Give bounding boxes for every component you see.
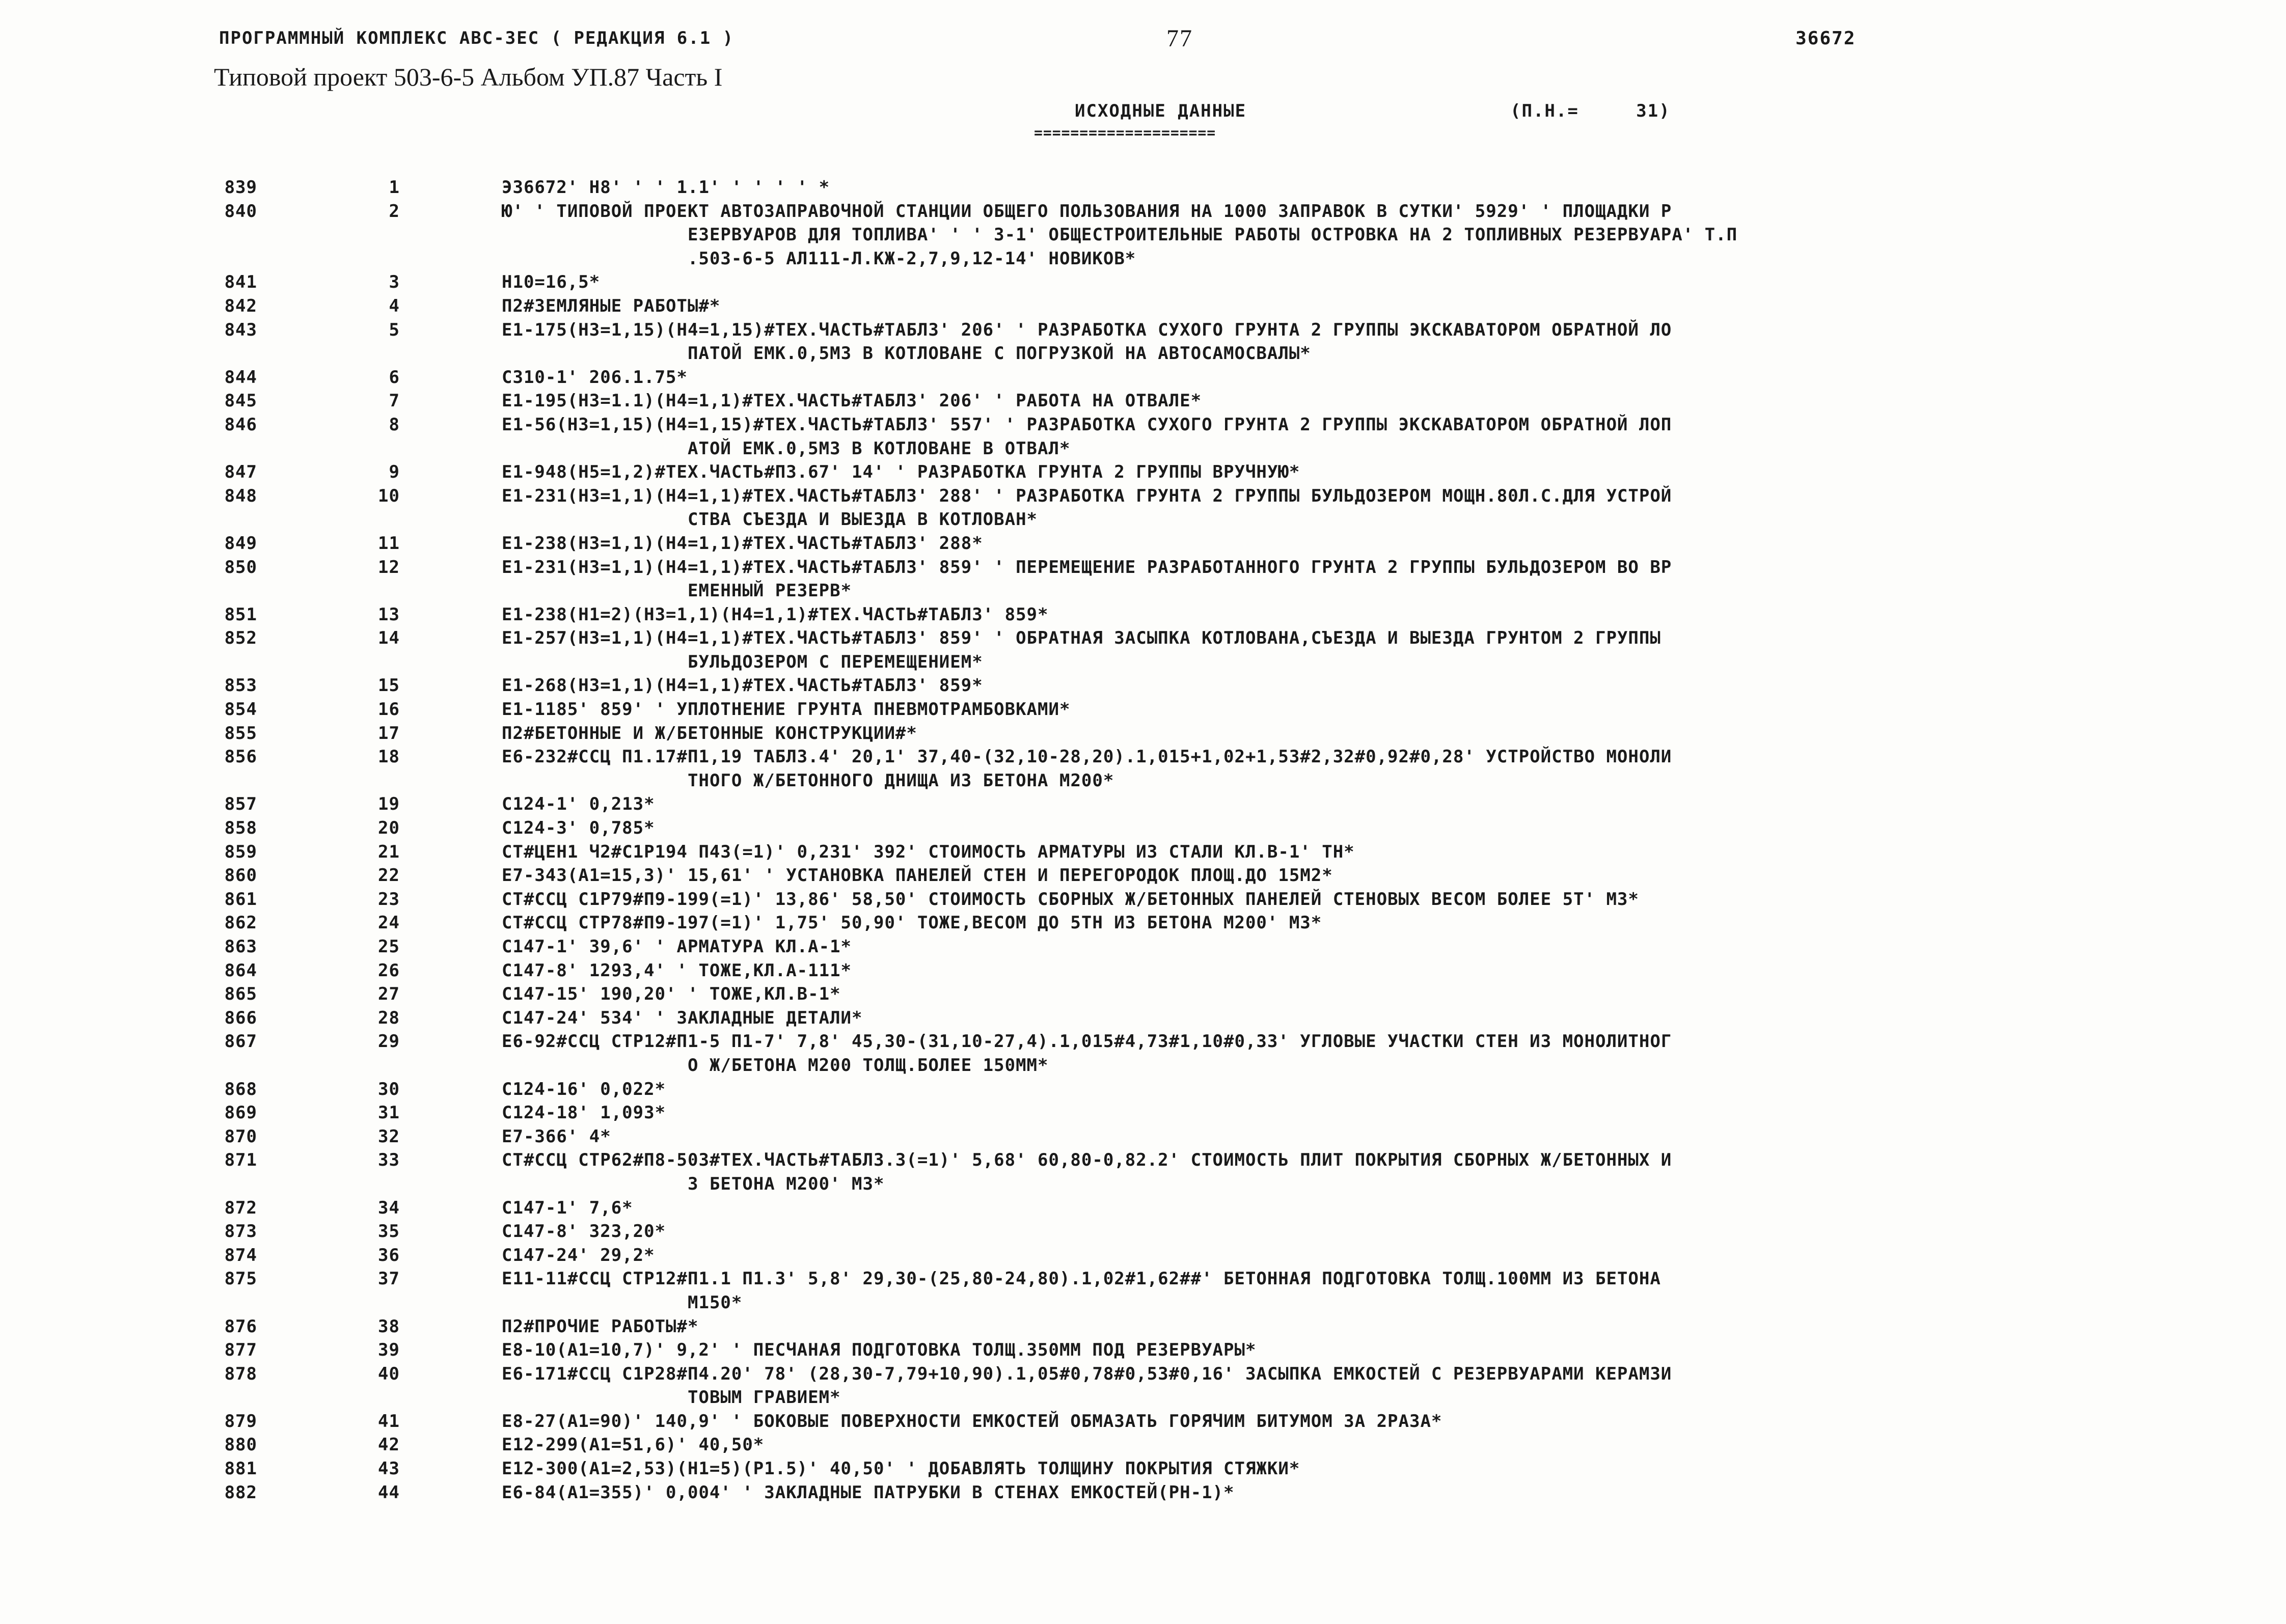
record-text-main: Е1-948(Н5=1,2)#ТЕХ.ЧАСТЬ#П3.67' 14' ' РАЗРАБОТКА ГРУНТА 2 ГРУППЫ ВРУЧНУЮ* [502,462,1300,483]
listing-row [0,816,2286,840]
record-index: 25 [378,937,400,957]
record-text-main: П2#ЗЕМЛЯНЫЕ РАБОТЫ#* [502,295,721,316]
record-text-main: Е1-238(Н1=2)(Н3=1,1)(Н4=1,1)#ТЕХ.ЧАСТЬ#ТАБЛ3' 859* [502,604,1049,625]
record-index: 36 [378,1245,400,1265]
record-text [502,318,2091,366]
record-index: 40 [378,1363,400,1384]
record-text [502,484,2091,532]
data-listing [0,176,2286,1504]
record-text-main: СТ#ССЦ С1Р79#П9-199(=1)' 13,86' 58,50' СТОИМОСТЬ СБОРНЫХ Ж/БЕТОННЫХ ПАНЕЛЕЙ СТЕНОВЫХ ВЕСОМ БОЛЕЕ 5Т' М3* [502,889,1639,910]
listing-row [0,1196,2286,1220]
record-index: 17 [378,723,400,744]
line-number: 868 [224,1079,257,1099]
record-text [502,1006,2091,1030]
listing-row [0,1267,2286,1314]
listing-row [0,935,2286,959]
record-text-main: Е6-92#ССЦ СТР12#П1-5 П1-7' 7,8' 45,30-(31,10-27,4).1,015#4,73#1,10#0,33' УГЛОВЫЕ УЧАСТКИ СТЕН ИЗ МОНОЛИТНОГ [502,1031,1672,1052]
record-text [502,176,2091,200]
record-text [502,935,2091,959]
listing-row [0,959,2286,983]
listing-row [0,1481,2286,1505]
record-text [502,1315,2091,1339]
record-text [502,1267,2091,1314]
listing-row [0,176,2286,200]
record-text [502,1196,2091,1220]
record-text [502,911,2091,935]
section-title: ИСХОДНЫЕ ДАННЫЕ [1075,101,1247,121]
record-text-main: С310-1' 206.1.75* [502,367,688,388]
record-text-main: СТ#ССЦ СТР78#П9-197(=1)' 1,75' 50,90' ТОЖЕ,ВЕСОМ ДО 5ТН ИЗ БЕТОНА М200' М3* [502,913,1322,933]
listing-row [0,1078,2286,1102]
record-text [502,1410,2091,1434]
listing-row [0,1457,2286,1481]
record-index: 21 [378,841,400,862]
record-index: 32 [378,1126,400,1147]
record-index: 12 [378,557,400,577]
record-text [502,366,2091,390]
record-text-main: Е1-231(Н3=1,1)(Н4=1,1)#ТЕХ.ЧАСТЬ#ТАБЛ3' 859' ' ПЕРЕМЕЩЕНИЕ РАЗРАБОТАННОГО ГРУНТА 2 ГРУППЫ БУЛЬДОЗЕРОМ ВО ВР [502,557,1672,577]
record-text [502,1362,2091,1410]
record-index: 28 [378,1007,400,1028]
record-index: 2 [389,201,400,222]
listing-row [0,1148,2286,1196]
record-text [502,816,2091,840]
listing-row [0,556,2286,603]
listing-row [0,1244,2286,1268]
listing-row [0,366,2286,390]
listing-row [0,603,2286,627]
record-index: 35 [378,1221,400,1242]
record-index: 19 [378,794,400,815]
record-text [502,722,2091,746]
line-number: 882 [224,1482,257,1503]
line-number: 865 [224,984,257,1005]
line-number: 853 [224,675,257,696]
record-text [502,1078,2091,1102]
line-number: 879 [224,1411,257,1432]
record-text-main: С124-1' 0,213* [502,794,655,815]
line-number: 872 [224,1197,257,1218]
record-index: 39 [378,1340,400,1361]
line-number: 846 [224,414,257,435]
record-text-main: С124-16' 0,022* [502,1079,666,1099]
record-index: 42 [378,1435,400,1455]
line-number: 841 [224,272,257,293]
record-text-main: Е1-56(Н3=1,15)(Н4=1,15)#ТЕХ.ЧАСТЬ#ТАБЛ3' 557' ' РАЗРАБОТКА СУХОГО ГРУНТА 2 ГРУППЫ ЭКСКАВАТОРОМ ОБРАТНОЙ ЛОП [502,414,1672,435]
record-text [502,792,2091,816]
listing-row [0,318,2286,366]
record-text [502,888,2091,912]
record-text [502,745,2091,792]
listing-row [0,532,2286,556]
record-text-main: Е1-1185' 859' ' УПЛОТНЕНИЕ ГРУНТА ПНЕВМОТРАМБОВКАМИ* [502,699,1071,720]
record-index: 16 [378,699,400,720]
record-text [502,1481,2091,1505]
record-text-continuation: ТОВЫМ ГРАВИЕМ* [688,1387,841,1408]
record-index: 3 [389,272,400,293]
record-index: 34 [378,1197,400,1218]
record-text [502,294,2091,318]
record-index: 23 [378,889,400,910]
line-number: 857 [224,794,257,815]
record-text-main: П2#ПРОЧИЕ РАБОТЫ#* [502,1316,699,1337]
listing-row [0,1220,2286,1244]
line-number: 859 [224,841,257,862]
listing-row [0,982,2286,1006]
line-number: 851 [224,604,257,625]
record-text [502,1125,2091,1149]
record-index: 8 [389,414,400,435]
record-text-continuation: БУЛЬДОЗЕРОМ С ПЕРЕМЕЩЕНИЕМ* [688,651,983,672]
listing-row [0,1125,2286,1149]
record-index: 41 [378,1411,400,1432]
line-number: 855 [224,723,257,744]
line-number: 881 [224,1458,257,1479]
line-number: 858 [224,818,257,839]
record-index: 4 [389,295,400,316]
line-number: 867 [224,1031,257,1052]
record-text-continuation: АТОЙ ЕМК.0,5М3 В КОТЛОВАНЕ В ОТВАЛ* [688,438,1071,459]
line-number: 861 [224,889,257,910]
record-text [502,1148,2091,1196]
record-text [502,959,2091,983]
section-pn: (П.Н.= 31) [1510,101,1671,121]
record-text-main: Е1-238(Н3=1,1)(Н4=1,1)#ТЕХ.ЧАСТЬ#ТАБЛ3' 288* [502,533,983,554]
record-text-main: Е1-257(Н3=1,1)(Н4=1,1)#ТЕХ.ЧАСТЬ#ТАБЛ3' 859' ' ОБРАТНАЯ ЗАСЫПКА КОТЛОВАНА,СЪЕЗДА И ВЫЕЗДА ГРУНТОМ 2 ГРУППЫ [502,628,1661,649]
listing-row [0,1338,2286,1362]
line-number: 862 [224,913,257,933]
record-index: 11 [378,533,400,554]
record-index: 37 [378,1269,400,1289]
record-index: 24 [378,913,400,933]
record-index: 22 [378,865,400,886]
listing-row [0,1433,2286,1457]
record-index: 44 [378,1482,400,1503]
listing-row [0,674,2286,698]
record-text [502,1030,2091,1077]
record-text-main: Н10=16,5* [502,272,601,293]
line-number: 850 [224,557,257,577]
record-text-main: Е12-299(А1=51,6)' 40,50* [502,1435,765,1455]
record-text-main: Е8-27(А1=90)' 140,9' ' БОКОВЫЕ ПОВЕРХНОСТИ ЕМКОСТЕЙ ОБМАЗАТЬ ГОРЯЧИМ БИТУМОМ ЗА 2РАЗА* [502,1411,1443,1432]
page-number: 77 [1166,25,1193,52]
record-index: 27 [378,984,400,1005]
record-text [502,1338,2091,1362]
line-number: 848 [224,485,257,506]
record-text [502,603,2091,627]
line-number: 878 [224,1363,257,1384]
record-text-main: С124-18' 1,093* [502,1103,666,1123]
record-index: 15 [378,675,400,696]
record-index: 29 [378,1031,400,1052]
line-number: 854 [224,699,257,720]
line-number: 880 [224,1435,257,1455]
line-number: 864 [224,960,257,981]
record-text [502,1220,2091,1244]
record-text-main: Е7-366' 4* [502,1126,611,1147]
record-text [502,1101,2091,1125]
listing-row [0,888,2286,912]
record-text [502,389,2091,413]
line-number: 842 [224,295,257,316]
record-index: 7 [389,391,400,411]
record-text-main: П2#БЕТОННЫЕ И Ж/БЕТОННЫЕ КОНСТРУКЦИИ#* [502,723,917,744]
listing-row [0,626,2286,674]
section-underline: ==================== [1034,124,1216,141]
record-text [502,270,2091,294]
record-text-main: СТ#ССЦ СТР62#П8-503#ТЕХ.ЧАСТЬ#ТАБЛ3.3(=1)' 5,68' 60,80-0,82.2' СТОИМОСТЬ ПЛИТ ПОКРЫТИЯ СБОРНЫХ Ж/БЕТОННЫХ И [502,1150,1672,1171]
record-text-continuation: ЕЗЕРВУАРОВ ДЛЯ ТОПЛИВА' ' ' 3-1' ОБЩЕСТРОИТЕЛЬНЫЕ РАБОТЫ ОСТРОВКА НА 2 ТОПЛИВНЫХ РЕЗЕРВУАРА' Т.П .503-6-5 АЛ111-Л.КЖ-2,7,9,12-14' НОВИКОВ* [688,225,1738,269]
record-text [502,1433,2091,1457]
document-number: 36672 [1795,28,1856,49]
record-text [502,840,2091,864]
record-text-main: С147-1' 39,6' ' АРМАТУРА КЛ.А-1* [502,937,852,957]
line-number: 866 [224,1007,257,1028]
line-number: 839 [224,177,257,198]
record-index: 31 [378,1103,400,1123]
line-number: 852 [224,628,257,649]
record-text [502,556,2091,603]
record-text-main: Е1-268(Н3=1,1)(Н4=1,1)#ТЕХ.ЧАСТЬ#ТАБЛ3' 859* [502,675,983,696]
line-number: 840 [224,201,257,222]
record-index: 13 [378,604,400,625]
line-number: 876 [224,1316,257,1337]
record-index: 30 [378,1079,400,1099]
record-index: 6 [389,367,400,388]
record-text-continuation: ЕМЕННЫЙ РЕЗЕРВ* [688,581,852,601]
record-text-main: Е8-10(А1=10,7)' 9,2' ' ПЕСЧАНАЯ ПОДГОТОВКА ТОЛЩ.350ММ ПОД РЕЗЕРВУАРЫ* [502,1340,1257,1361]
record-text-main: Е11-11#ССЦ СТР12#П1.1 П1.3' 5,8' 29,30-(25,80-24,80).1,02#1,62##' БЕТОННАЯ ПОДГОТОВКА ТОЛЩ.100ММ ИЗ БЕТОНА [502,1269,1661,1289]
listing-row [0,1006,2286,1030]
record-text-continuation: М150* [688,1292,743,1313]
listing-row [0,698,2286,722]
record-text-main: С147-24' 534' ' ЗАКЛАДНЫЕ ДЕТАЛИ* [502,1007,863,1028]
listing-row [0,484,2286,532]
line-number: 849 [224,533,257,554]
record-index: 20 [378,818,400,839]
listing-row [0,840,2286,864]
line-number: 847 [224,462,257,483]
record-text [502,864,2091,888]
record-index: 38 [378,1316,400,1337]
record-text [502,1457,2091,1481]
record-text-main: Е1-231(Н3=1,1)(Н4=1,1)#ТЕХ.ЧАСТЬ#ТАБЛ3' 288' ' РАЗРАБОТКА ГРУНТА 2 ГРУППЫ БУЛЬДОЗЕРОМ МОЩН.80Л.С.ДЛЯ УСТРОЙ [502,485,1672,506]
record-text [502,460,2091,484]
listing-row [0,864,2286,888]
record-text [502,674,2091,698]
line-number: 856 [224,747,257,767]
record-text-main: С147-8' 323,20* [502,1221,666,1242]
record-index: 1 [389,177,400,198]
record-text-continuation: З БЕТОНА М200' М3* [688,1173,885,1194]
record-text [502,413,2091,460]
record-index: 9 [389,462,400,483]
listing-row [0,270,2286,294]
listing-row [0,745,2286,792]
listing-row [0,413,2286,460]
record-text-main: Ю' ' ТИПОВОЙ ПРОЕКТ АВТОЗАПРАВОЧНОЙ СТАНЦИИ ОБЩЕГО ПОЛЬЗОВАНИЯ НА 1000 ЗАПРАВОК В СУТКИ' 5929' ' ПЛОЩАДКИ Р [502,201,1672,222]
listing-row [0,460,2286,484]
record-text [502,532,2091,556]
listing-row [0,911,2286,935]
project-title: Типовой проект 503-6-5 Альбом УП.87 Часть I [214,63,723,91]
record-text-main: Е1-175(Н3=1,15)(Н4=1,15)#ТЕХ.ЧАСТЬ#ТАБЛ3' 206' ' РАЗРАБОТКА СУХОГО ГРУНТА 2 ГРУППЫ ЭКСКАВАТОРОМ ОБРАТНОЙ ЛО [502,319,1672,340]
line-number: 860 [224,865,257,886]
record-index: 33 [378,1150,400,1171]
line-number: 877 [224,1340,257,1361]
record-text-main: СТ#ЦЕН1 Ч2#С1Р194 П43(=1)' 0,231' 392' СТОИМОСТЬ АРМАТУРЫ ИЗ СТАЛИ КЛ.В-1' ТН* [502,841,1355,862]
line-number: 869 [224,1103,257,1123]
line-number: 845 [224,391,257,411]
listing-row [0,722,2286,746]
record-text-main: Е6-171#ССЦ С1Р28#П4.20' 78' (28,30-7,79+10,90).1,05#0,78#0,53#0,16' ЗАСЫПКА ЕМКОСТЕЙ С РЕЗЕРВУАРАМИ КЕРАМЗИ [502,1363,1672,1384]
line-number: 874 [224,1245,257,1265]
line-number: 875 [224,1269,257,1289]
record-text-main: Е6-232#ССЦ П1.17#П1,19 ТАБЛ3.4' 20,1' 37,40-(32,10-28,20).1,015+1,02+1,53#2,32#0,92#0,28' УСТРОЙСТВО МОНОЛИ [502,747,1672,767]
listing-row [0,792,2286,816]
line-number: 870 [224,1126,257,1147]
record-text-continuation: ПАТОЙ ЕМК.0,5М3 В КОТЛОВАНЕ С ПОГРУЗКОЙ НА АВТОСАМОСВАЛЫ* [688,343,1311,364]
record-text-main: Е12-300(А1=2,53)(Н1=5)(Р1.5)' 40,50' ' ДОБАВЛЯТЬ ТОЛЩИНУ ПОКРЫТИЯ СТЯЖКИ* [502,1458,1300,1479]
record-text-continuation: ТНОГО Ж/БЕТОННОГО ДНИЩА ИЗ БЕТОНА М200* [688,770,1114,791]
record-text [502,698,2091,722]
record-index: 43 [378,1458,400,1479]
record-text-main: С147-15' 190,20' ' ТОЖЕ,КЛ.В-1* [502,984,841,1005]
record-text [502,1244,2091,1268]
line-number: 863 [224,937,257,957]
record-index: 26 [378,960,400,981]
listing-row [0,294,2286,318]
listing-row [0,1030,2286,1077]
record-text [502,200,2091,271]
listing-row [0,1362,2286,1410]
program-header: ПРОГРАММНЫЙ КОМПЛЕКС АВС-ЗЕС ( РЕДАКЦИЯ 6.1 ) [219,28,734,48]
line-number: 844 [224,367,257,388]
record-text-main: С147-24' 29,2* [502,1245,655,1265]
record-text [502,982,2091,1006]
record-index: 10 [378,485,400,506]
listing-row [0,200,2286,271]
record-index: 18 [378,747,400,767]
listing-row [0,389,2286,413]
record-text-continuation: О Ж/БЕТОНА М200 ТОЛЩ.БОЛЕЕ 150ММ* [688,1055,1049,1076]
record-text-main: Е1-195(Н3=1.1)(Н4=1,1)#ТЕХ.ЧАСТЬ#ТАБЛ3' 206' ' РАБОТА НА ОТВАЛЕ* [502,391,1202,411]
listing-row [0,1315,2286,1339]
record-text-main: Е7-343(А1=15,3)' 15,61' ' УСТАНОВКА ПАНЕЛЕЙ СТЕН И ПЕРЕГОРОДОК ПЛОЩ.ДО 15М2* [502,865,1333,886]
listing-row [0,1101,2286,1125]
record-index: 14 [378,628,400,649]
record-text-continuation: СТВА СЪЕЗДА И ВЫЕЗДА В КОТЛОВАН* [688,509,1038,530]
record-text-main: С124-3' 0,785* [502,818,655,839]
line-number: 873 [224,1221,257,1242]
record-index: 5 [389,319,400,340]
line-number: 843 [224,319,257,340]
record-text-main: Е6-84(А1=355)' 0,004' ' ЗАКЛАДНЫЕ ПАТРУБКИ В СТЕНАХ ЕМКОСТЕЙ(РН-1)* [502,1482,1235,1503]
record-text [502,626,2091,674]
listing-row [0,1410,2286,1434]
record-text-main: С147-1' 7,6* [502,1197,633,1218]
line-number: 871 [224,1150,257,1171]
record-text-main: С147-8' 1293,4' ' ТОЖЕ,КЛ.А-111* [502,960,852,981]
record-text-main: Э36672' Н8' ' ' 1.1' ' ' ' ' * [502,177,830,198]
